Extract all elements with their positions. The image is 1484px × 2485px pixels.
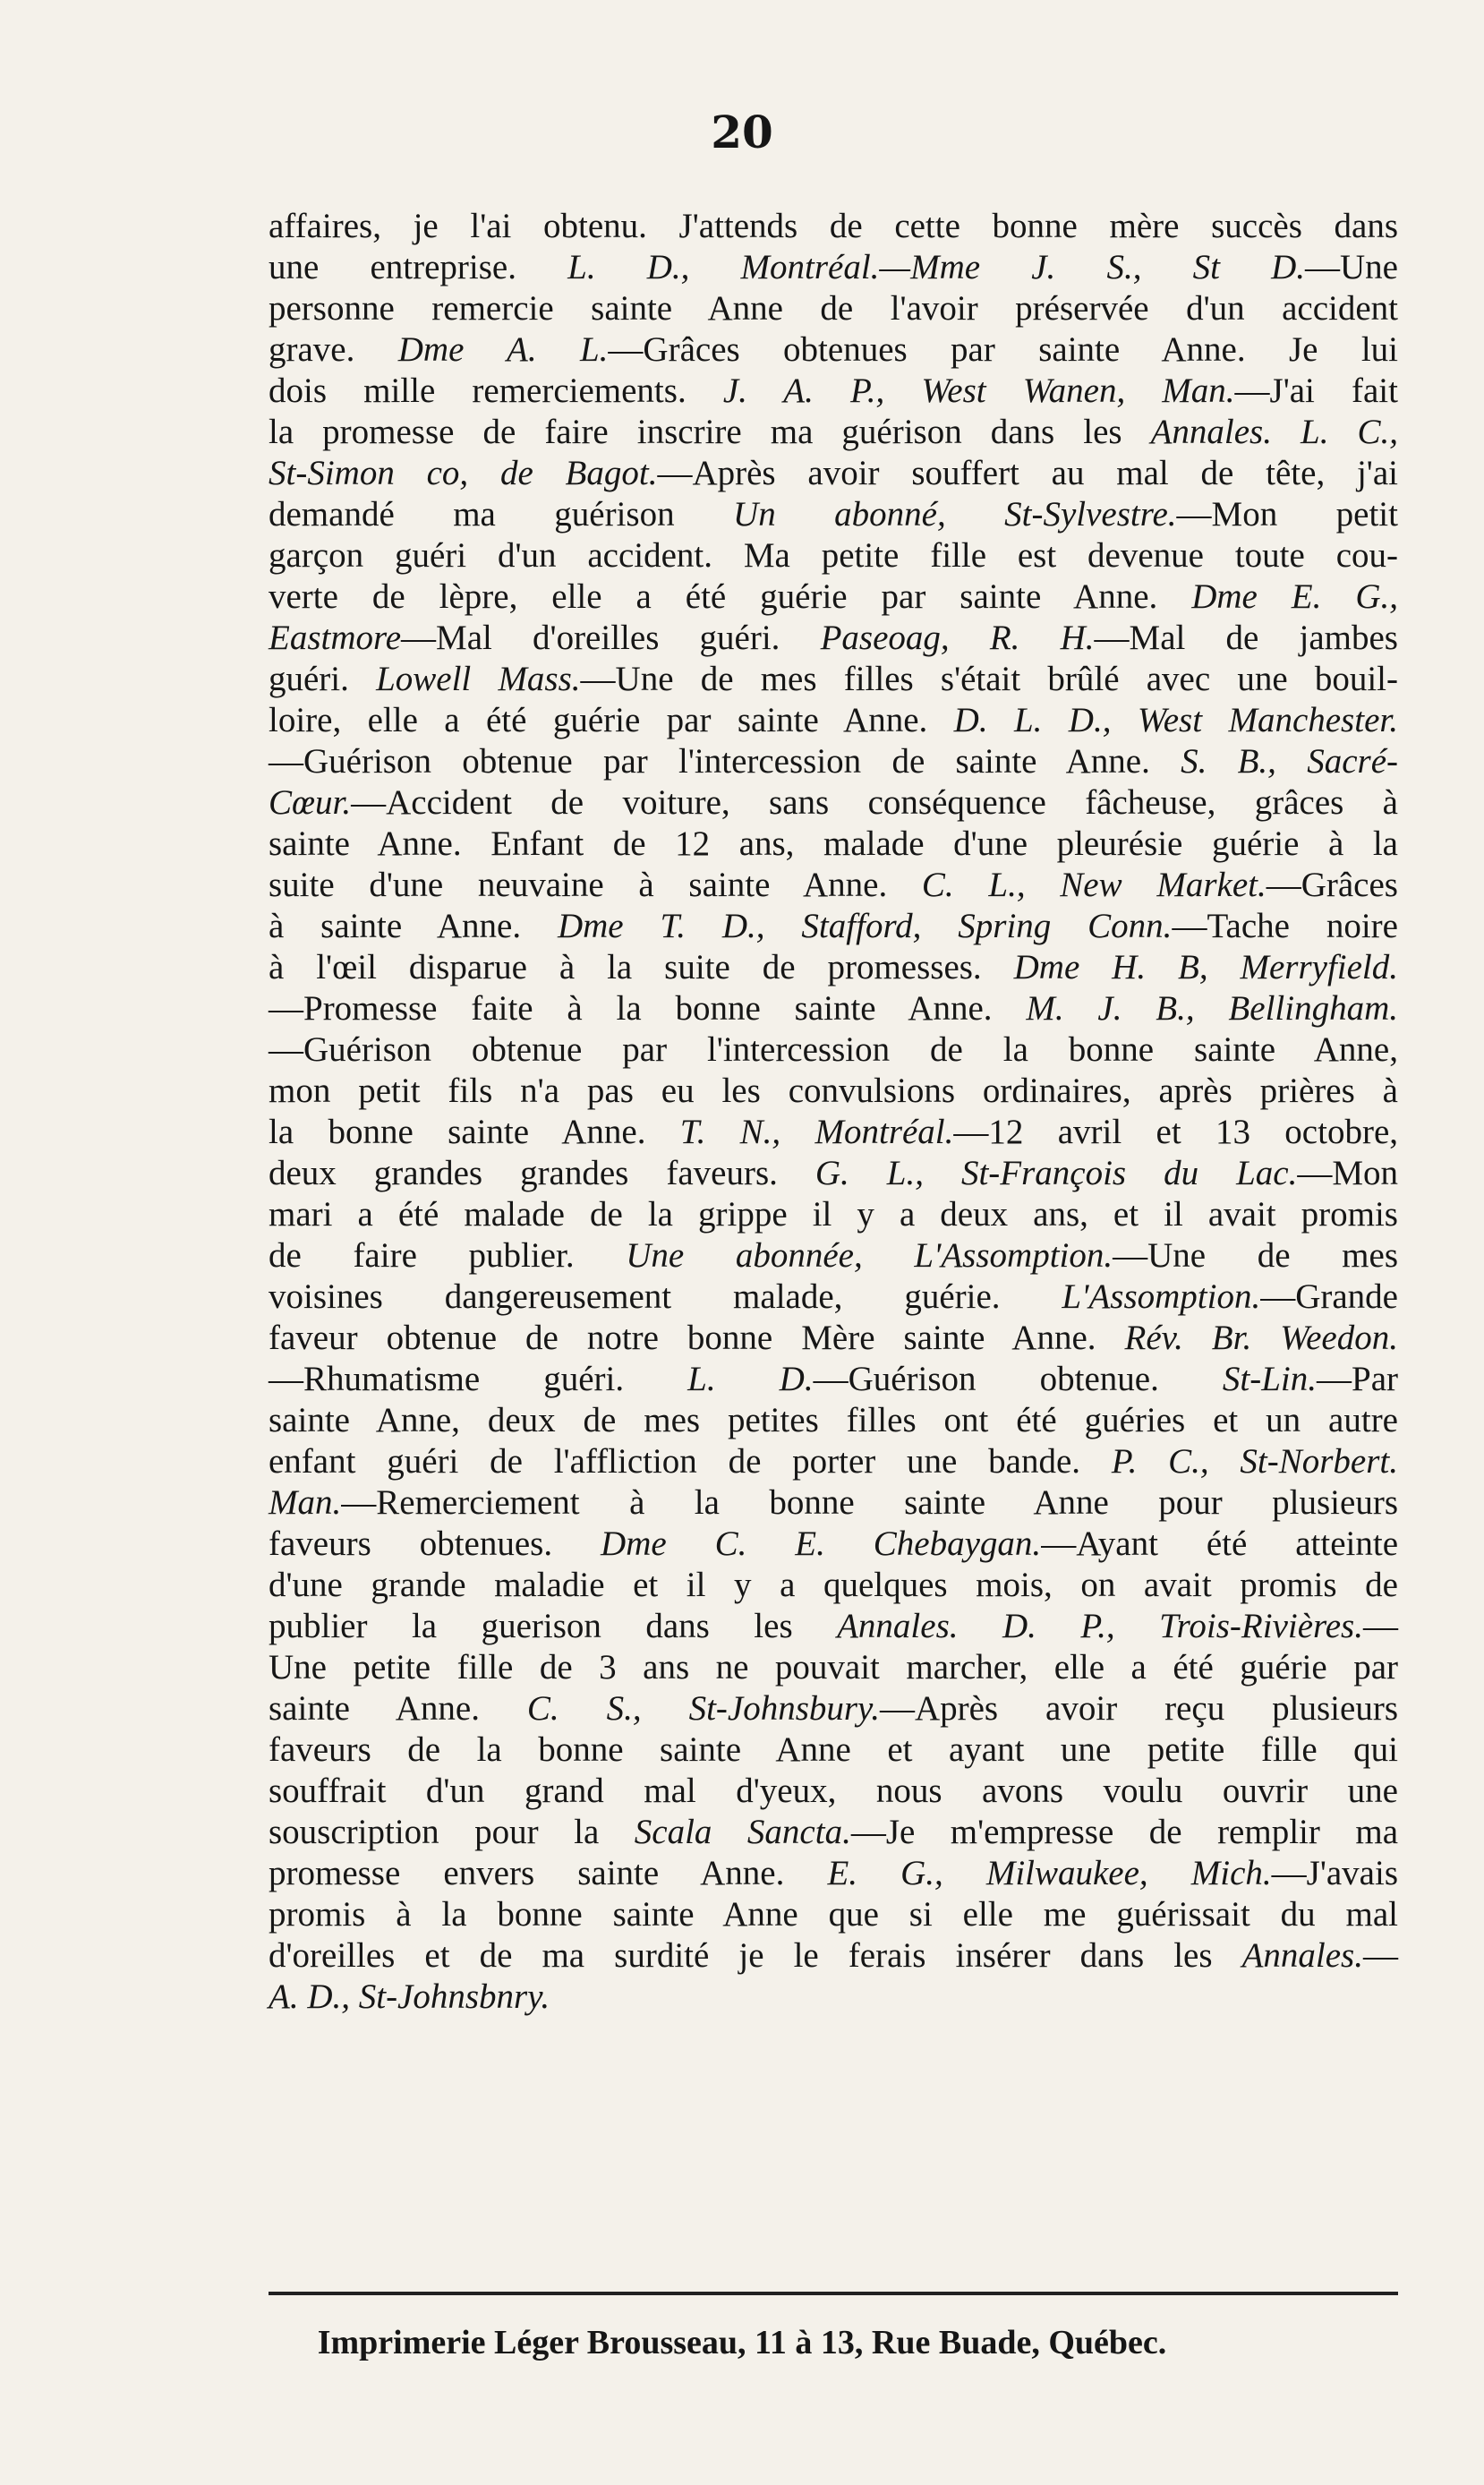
text-line: promis à la bonne sainte Anne que si elle me guérissait du mal <box>269 1895 1398 1934</box>
text-line: faveur obtenue de notre bonne Mère sainte Anne. Rév. Br. Weedon. <box>269 1319 1398 1357</box>
text-line: faveurs obtenues. Dme C. E. Chebaygan.—Ayant été atteinte <box>269 1524 1399 1563</box>
text-line: souscription pour la Scala Sancta.—Je m'empresse de remplir ma <box>269 1813 1399 1851</box>
text-line: la bonne sainte Anne. T. N., Montréal.—12 avril et 13 octobre, <box>269 1113 1399 1151</box>
text-line: d'une grande maladie et il y a quelques mois, on avait promis de <box>269 1566 1398 1604</box>
text-line: voisines dangereusement malade, guérie. L'Assomption.—Grande <box>269 1277 1398 1316</box>
text-line: la promesse de faire inscrire ma guérison dans les Annales. L. C., <box>269 413 1398 451</box>
text-line: d'oreilles et de ma surdité je le ferais insérer dans les Annales.— <box>269 1936 1398 1975</box>
text-line: St-Simon co, de Bagot.—Après avoir souffert au mal de tête, j'ai <box>269 454 1398 492</box>
footer-rule <box>269 2292 1398 2295</box>
text-line: dois mille remerciements. J. A. P., West Wanen, Man.—J'ai fait <box>269 371 1398 410</box>
text-line: guéri. Lowell Mass.—Une de mes filles s'était brûlé avec une bouil- <box>269 660 1398 698</box>
text-line: enfant guéri de l'affliction de porter une bande. P. C., St-Norbert. <box>269 1442 1398 1481</box>
text-line: —Guérison obtenue par l'intercession de la bonne sainte Anne, <box>269 1030 1398 1069</box>
text-line: garçon guéri d'un accident. Ma petite fille est devenue toute cou- <box>269 536 1398 575</box>
text-line: deux grandes grandes faveurs. G. L., St-François du Lac.—Mon <box>269 1154 1398 1192</box>
page-number: 20 <box>711 106 773 158</box>
text-line: personne remercie sainte Anne de l'avoir préservée d'un accident <box>269 289 1398 328</box>
text-line: Cœur.—Accident de voiture, sans conséquence fâcheuse, grâces à <box>269 783 1398 822</box>
text-line: A. D., St-Johnsbnry. <box>269 1977 550 2016</box>
text-line: —Promesse faite à la bonne sainte Anne. M. J. B., Bellingham. <box>269 989 1398 1028</box>
text-line: à l'œil disparue à la suite de promesses. Dme H. B, Merryfield. <box>269 948 1399 986</box>
text-line: demandé ma guérison Un abonné, St-Sylvestre.—Mon petit <box>269 495 1398 534</box>
text-line: affaires, je l'ai obtenu. J'attends de cette bonne mère succès dans <box>269 207 1398 245</box>
text-line: Eastmore—Mal d'oreilles guéri. Paseoag, R. H.—Mal de jambes <box>269 619 1398 657</box>
text-line: mari a été malade de la grippe il y a deux ans, et il avait promis <box>269 1195 1398 1234</box>
text-line: loire, elle a été guérie par sainte Anne. D. L. D., West Manchester. <box>269 701 1398 739</box>
text-line: faveurs de la bonne sainte Anne et ayant une petite fille qui <box>269 1730 1398 1769</box>
text-line: verte de lèpre, elle a été guérie par sainte Anne. Dme E. G., <box>269 577 1398 616</box>
text-line: promesse envers sainte Anne. E. G., Milwaukee, Mich.—J'avais <box>269 1854 1398 1892</box>
text-line: publier la guerison dans les Annales. D. P., Trois-Rivières.— <box>269 1607 1398 1645</box>
printer-imprint: Imprimerie Léger Brousseau, 11 à 13, Rue Buade, Québec. <box>317 2324 1167 2361</box>
text-line: à sainte Anne. Dme T. D., Stafford, Spring Conn.—Tache noire <box>269 907 1398 945</box>
text-line: suite d'une neuvaine à sainte Anne. C. L., New Market.—Grâces <box>269 866 1398 904</box>
text-line: de faire publier. Une abonnée, L'Assomption.—Une de mes <box>269 1236 1399 1275</box>
text-line: Man.—Remerciement à la bonne sainte Anne pour plusieurs <box>269 1483 1398 1522</box>
text-line: grave. Dme A. L.—Grâces obtenues par sainte Anne. Je lui <box>269 330 1399 369</box>
text-line: mon petit fils n'a pas eu les convulsions ordinaires, après prières à <box>269 1072 1398 1110</box>
text-line: une entreprise. L. D., Montréal.—Mme J. S., St D.—Une <box>269 248 1398 286</box>
text-line: sainte Anne. Enfant de 12 ans, malade d'une pleurésie guérie à la <box>269 824 1398 863</box>
text-line: souffrait d'un grand mal d'yeux, nous avons voulu ouvrir une <box>269 1772 1398 1810</box>
text-line: Une petite fille de 3 ans ne pouvait marcher, elle a été guérie par <box>269 1648 1398 1687</box>
text-line: sainte Anne, deux de mes petites filles ont été guéries et un autre <box>269 1401 1398 1439</box>
text-line: —Rhumatisme guéri. L. D.—Guérison obtenue. St-Lin.—Par <box>269 1360 1398 1398</box>
text-line: —Guérison obtenue par l'intercession de sainte Anne. S. B., Sacré- <box>269 742 1398 781</box>
body-text <box>269 206 1398 2018</box>
text-line: sainte Anne. C. S., St-Johnsbury.—Après avoir reçu plusieurs <box>269 1689 1398 1728</box>
